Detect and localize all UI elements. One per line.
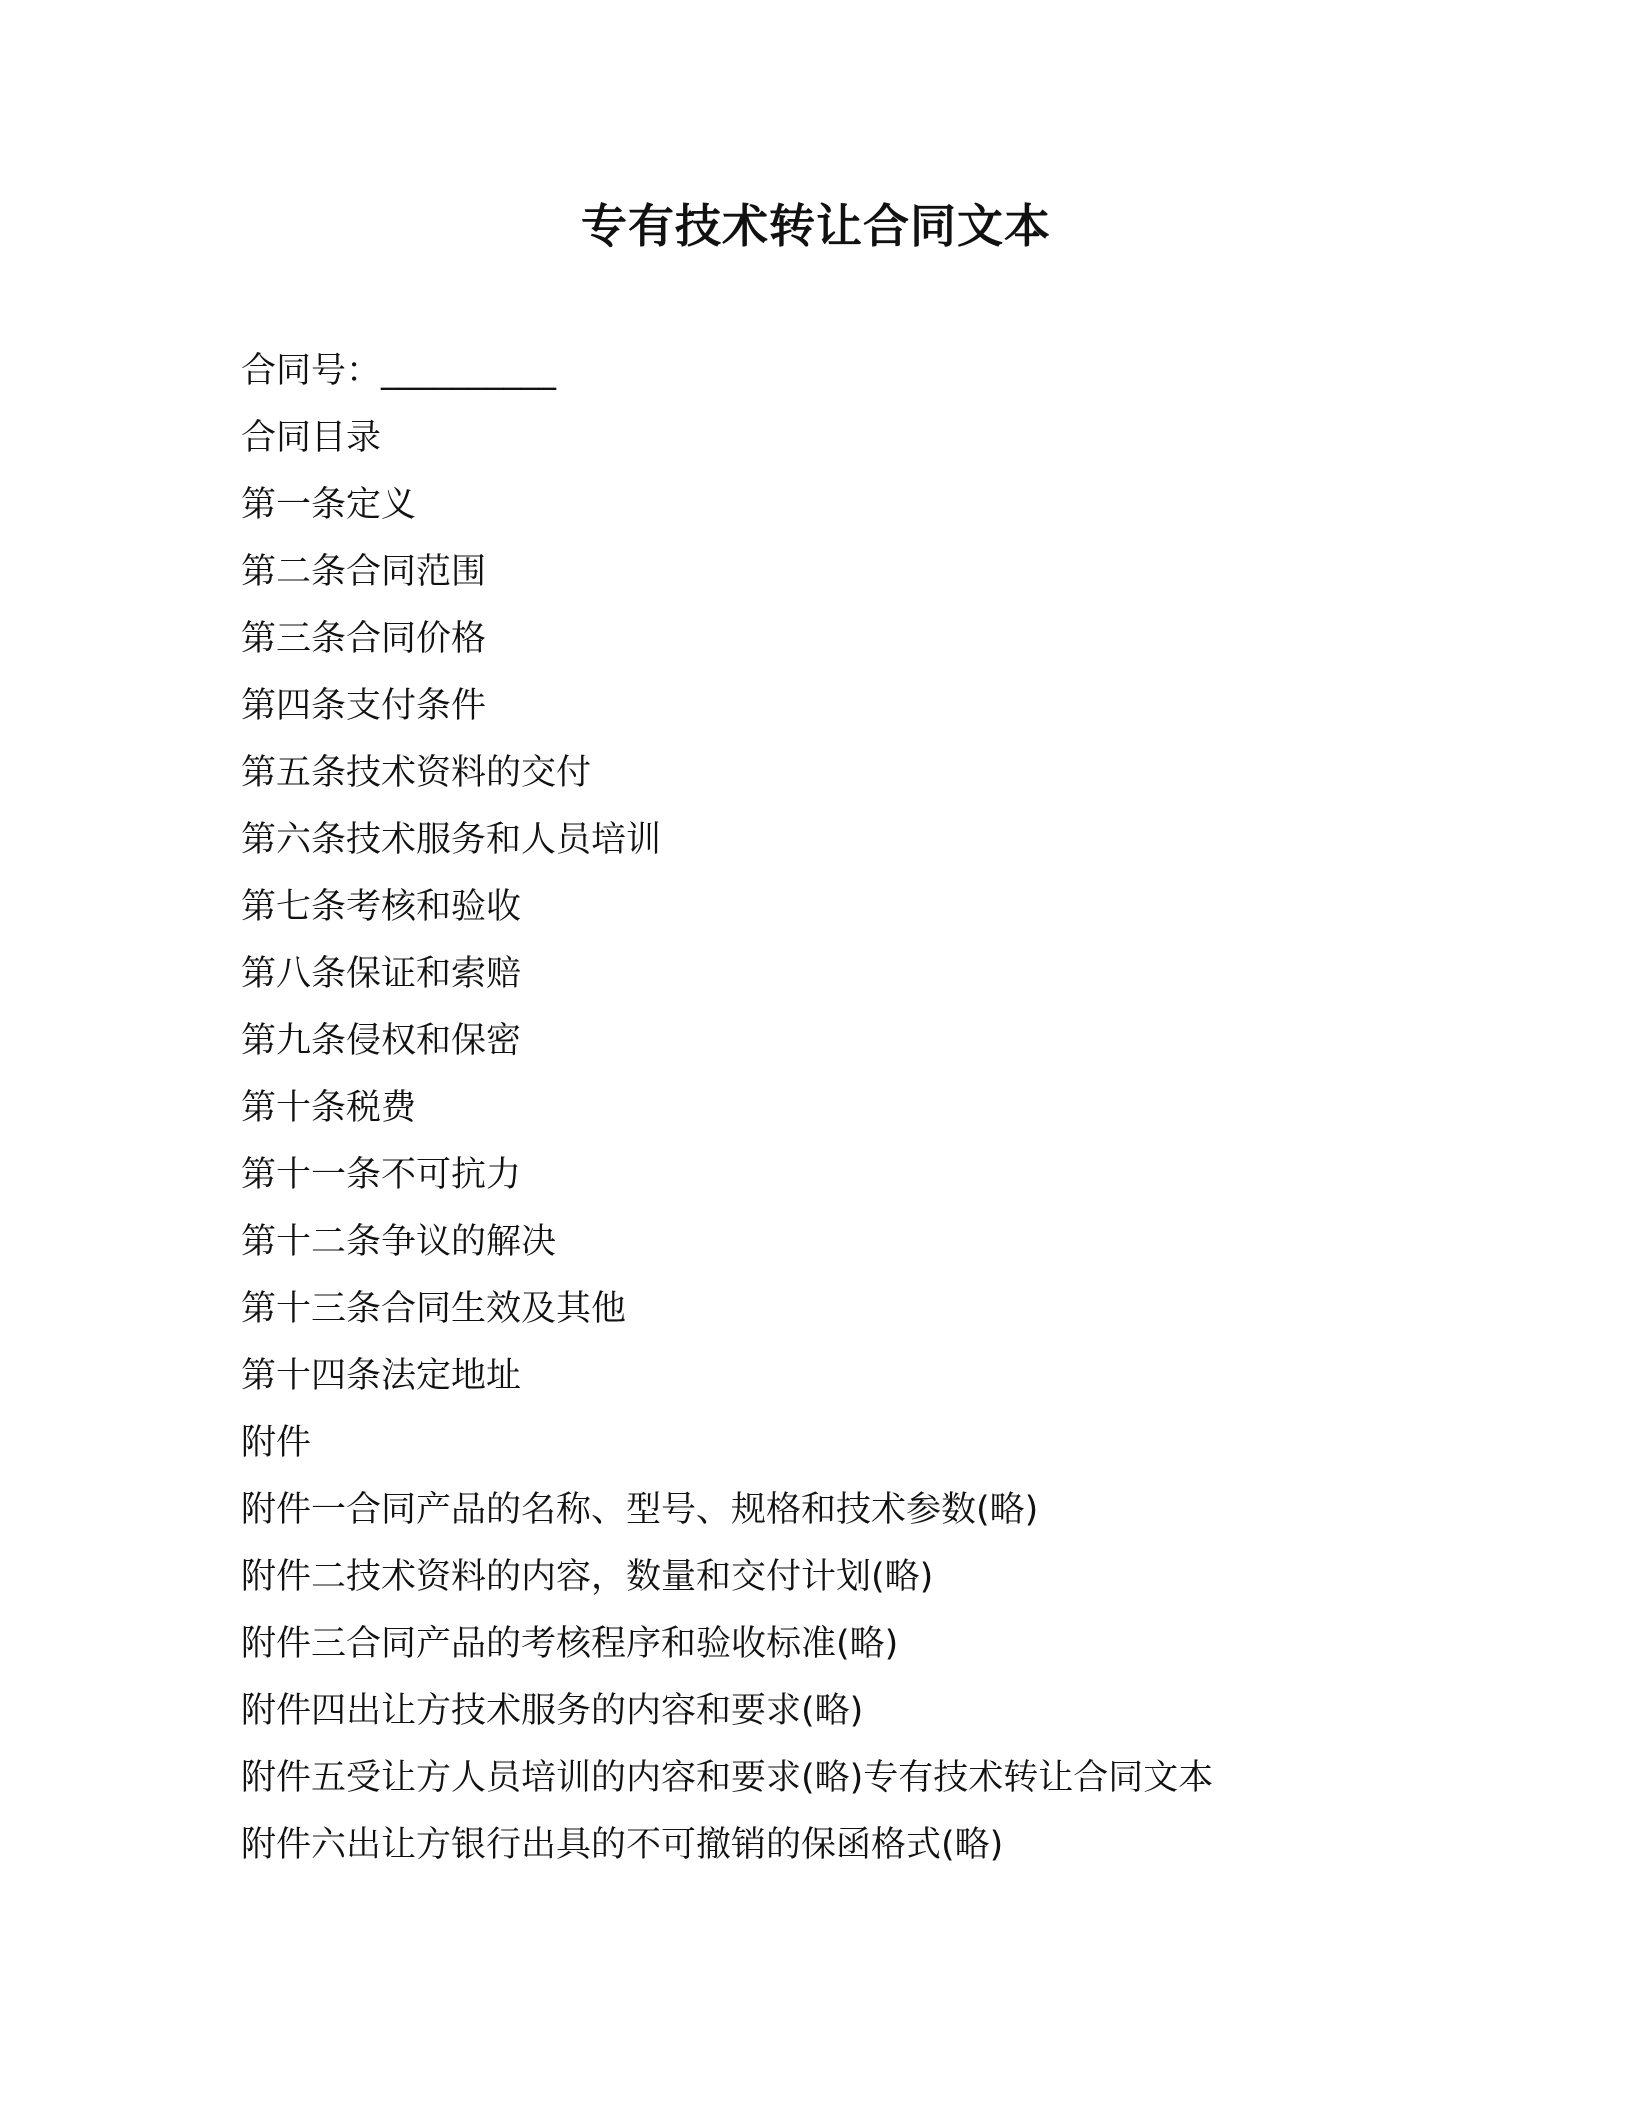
toc-appendix: 附件三合同产品的考核程序和验收标准(略) xyxy=(241,1624,899,1664)
toc-article: 第五条技术资料的交付 xyxy=(241,753,592,793)
toc-article: 第九条侵权和保密 xyxy=(241,1021,522,1061)
toc-article: 第八条保证和索赔 xyxy=(241,954,522,994)
toc-article: 第十四条法定地址 xyxy=(241,1356,522,1396)
contract-number-line: 合同号：__________ xyxy=(241,351,557,391)
toc-article: 第二条合同范围 xyxy=(241,552,487,592)
toc-article: 第七条考核和验收 xyxy=(241,887,522,927)
toc-appendix: 附件一合同产品的名称、型号、规格和技术参数(略) xyxy=(241,1490,1039,1530)
toc-article: 第三条合同价格 xyxy=(241,619,487,659)
document-body xyxy=(241,338,1541,1879)
toc-article: 第十一条不可抗力 xyxy=(241,1155,522,1195)
toc-appendix: 附件二技术资料的内容，数量和交付计划(略) xyxy=(241,1557,934,1597)
toc-article: 第十条税费 xyxy=(241,1088,417,1128)
toc-article: 第六条技术服务和人员培训 xyxy=(241,820,662,860)
toc-article: 第十三条合同生效及其他 xyxy=(241,1289,627,1329)
toc-article: 第一条定义 xyxy=(241,485,417,525)
document-title: 专有技术转让合同文本 xyxy=(581,199,1051,253)
toc-appendix: 附件六出让方银行出具的不可撤销的保函格式(略) xyxy=(241,1825,1004,1865)
appendix-heading: 附件 xyxy=(241,1423,312,1463)
toc-appendix: 附件四出让方技术服务的内容和要求(略) xyxy=(241,1691,864,1731)
toc-heading: 合同目录 xyxy=(241,418,382,458)
toc-article: 第四条支付条件 xyxy=(241,686,487,726)
toc-appendix: 附件五受让方人员培训的内容和要求(略)专有技术转让合同文本 xyxy=(241,1758,1214,1798)
toc-article: 第十二条争议的解决 xyxy=(241,1222,557,1262)
